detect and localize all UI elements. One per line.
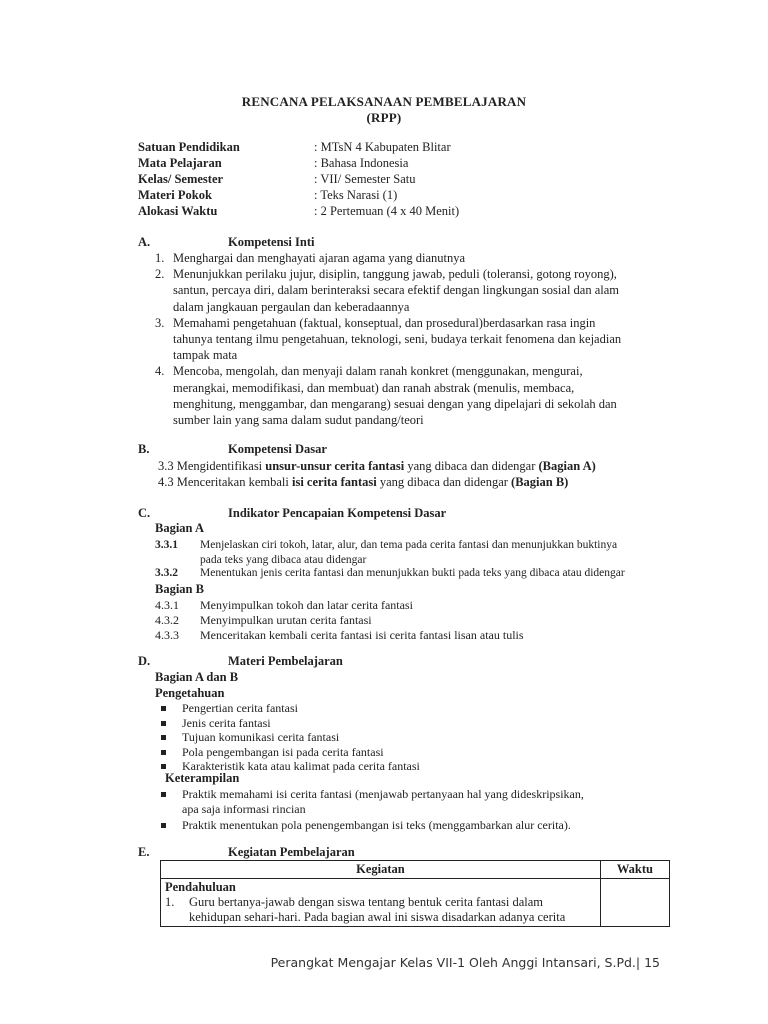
- list-item: [155, 266, 675, 315]
- bullet-icon: [161, 735, 166, 740]
- section-e-title: Kegiatan Pembelajaran: [228, 845, 355, 859]
- column-header: Waktu: [600, 861, 669, 879]
- kd-text: 3.3 Mengidentifikasi: [158, 459, 266, 473]
- item-text: tampak mata: [173, 348, 238, 363]
- kegiatan-table: [160, 860, 670, 927]
- bullet-icon: [161, 706, 166, 711]
- part-a-heading: Bagian A: [155, 521, 204, 535]
- indicator-text: [200, 538, 675, 568]
- indicator-number: 4.3.3: [155, 628, 179, 642]
- item-text: apa saja informasi rincian: [182, 801, 306, 816]
- identity-key: Kelas/ Semester: [138, 172, 224, 186]
- document-subtitle: (RPP): [366, 110, 402, 125]
- identity-value: : 2 Pertemuan (4 x 40 Menit): [314, 204, 460, 218]
- item-text: Pola pengembangan isi pada cerita fantasi: [182, 744, 384, 759]
- kd-part: (Bagian B): [511, 475, 569, 489]
- indicator-row: [155, 598, 675, 613]
- section-d-title: Materi Pembelajaran: [228, 654, 343, 668]
- kd-row: [158, 474, 678, 490]
- phase-label: Pendahuluan: [165, 880, 236, 894]
- identity-row: [138, 172, 698, 188]
- keterampilan-list: [160, 787, 660, 833]
- pengetahuan-list: [160, 701, 660, 774]
- identity-value: : Teks Narasi (1): [314, 188, 398, 202]
- item-text: sumber lain yang sama dalam sudut pandang/teori: [173, 413, 424, 428]
- item-text: Praktik memahami isi cerita fantasi (menjawab pertanyaan hal yang dideskripsikan,: [182, 787, 584, 801]
- item-text: Menunjukkan perilaku jujur, disiplin, tanggung jawab, peduli (toleransi, gotong royong),: [173, 267, 617, 282]
- identity-value: : Bahasa Indonesia: [314, 156, 409, 170]
- item-number: 1.: [165, 895, 175, 909]
- list-item: [160, 745, 660, 760]
- item-number: 4.: [155, 364, 165, 379]
- section-d-letter: D.: [138, 654, 151, 668]
- identity-key: Mata Pelajaran: [138, 156, 222, 170]
- indicator-row: [155, 628, 675, 643]
- list-item: [155, 315, 675, 364]
- indicator-text: Menceritakan kembali cerita fantasi isi cerita fantasi lisan atau tulis: [200, 628, 524, 642]
- indicator-number: 3.3.1: [155, 539, 178, 551]
- section-e-letter: E.: [138, 845, 150, 859]
- item-text: tahunya tentang ilmu pengetahuan, teknologi, seni, budaya terkait fenomena dan kejadian: [173, 332, 622, 347]
- list-item: [160, 787, 660, 816]
- list-item: [160, 716, 660, 731]
- item-text: dalam jangkauan pergaulan dan keberadaannya: [173, 299, 410, 314]
- indicator-text: Menyimpulkan tokoh dan latar cerita fantasi: [200, 598, 413, 612]
- item-text: merangkai, memodifikasi, dan membuat) dan ranah abstrak (menulis, membaca,: [173, 380, 575, 395]
- kd-part: (Bagian A): [538, 459, 596, 473]
- indicator-row: [155, 538, 675, 568]
- list-item: [160, 818, 660, 833]
- item-text: Jenis cerita fantasi: [182, 715, 271, 730]
- kd-text: 4.3 Menceritakan kembali: [158, 475, 292, 489]
- activity-item: [165, 895, 596, 925]
- kd-emphasis: isi cerita fantasi: [291, 475, 377, 489]
- identity-value: : VII/ Semester Satu: [314, 172, 416, 186]
- item-text: Praktik menentukan pola penengembangan isi teks (menggambarkan alur cerita).: [182, 818, 571, 833]
- item-text: menghitung, menggambar, dan mengarang) sesuai dengan yang dipelajari di sekolah dan: [173, 396, 617, 411]
- identity-row: [138, 140, 698, 156]
- section-b-letter: B.: [138, 442, 150, 456]
- section-c-letter: C.: [138, 506, 151, 520]
- kd-row: [158, 458, 678, 474]
- indicator-text: Menentukan jenis cerita fantasi dan menunjukkan bukti pada teks yang dibaca atau didengar: [200, 567, 625, 579]
- item-text: kehidupan sehari-hari. Pada bagian awal ini siswa disadarkan adanya cerita: [189, 910, 566, 924]
- indicator-row: [155, 566, 675, 581]
- item-text: Tujuan komunikasi cerita fantasi: [182, 730, 340, 745]
- list-item: [160, 730, 660, 745]
- bullet-icon: [161, 721, 166, 726]
- kompetensi-inti-list: [155, 250, 675, 428]
- item-number: 3.: [155, 315, 165, 330]
- bullet-icon: [161, 823, 166, 828]
- identity-key: Satuan Pendidikan: [138, 140, 240, 154]
- section-b-title: Kompetensi Dasar: [228, 442, 327, 456]
- table-row: [161, 879, 670, 927]
- pengetahuan-heading: Pengetahuan: [155, 686, 225, 700]
- identity-key: Materi Pokok: [138, 188, 212, 202]
- item-text: Karakteristik kata atau kalimat pada cerita fantasi: [182, 759, 420, 774]
- document-title: RENCANA PELAKSANAAN PEMBELAJARAN: [241, 94, 527, 109]
- item-text: Mencoba, mengolah, dan menyaji dalam ranah konkret (menggunakan, mengurai,: [173, 364, 583, 379]
- item-text: santun, percaya diri, dalam berinteraksi secara efektif dengan lingkungan sosial dan alam: [173, 283, 620, 298]
- list-item: [155, 250, 675, 266]
- identity-row: [138, 188, 698, 204]
- part-b-heading: Bagian B: [155, 582, 204, 596]
- list-item: [155, 363, 675, 428]
- section-c-title: Indikator Pencapaian Kompetensi Dasar: [228, 506, 447, 520]
- identity-row: [138, 156, 698, 172]
- indicator-number: 4.3.2: [155, 613, 179, 627]
- materi-subheading: Bagian A dan B: [155, 670, 239, 684]
- indicator-number: 3.3.2: [155, 567, 178, 579]
- indicator-line: pada teks yang dibaca atau didengar: [200, 554, 367, 566]
- indicator-line: Menjelaskan ciri tokoh, latar, alur, dan tema pada cerita fantasi dan menunjukkan buktinya: [200, 539, 618, 551]
- table-header-row: [161, 861, 670, 879]
- identity-row: [138, 204, 698, 220]
- bullet-icon: [161, 764, 166, 769]
- item-text: Guru bertanya-jawab dengan siswa tentang bentuk cerita fantasi dalam: [189, 895, 544, 909]
- identity-key: Alokasi Waktu: [138, 204, 218, 218]
- indicator-row: [155, 613, 675, 628]
- item-text: Memahami pengetahuan (faktual, konseptual, dan prosedural)berdasarkan rasa ingin: [173, 315, 596, 330]
- section-a-title: Kompetensi Inti: [228, 235, 315, 249]
- kd-text: yang dibaca dan didengar: [376, 475, 512, 489]
- item-number: 2.: [155, 267, 165, 282]
- kd-text: yang dibaca dan didengar: [404, 459, 539, 473]
- list-item: [160, 701, 660, 716]
- item-text: Pengertian cerita fantasi: [182, 701, 298, 715]
- table-cell: [600, 879, 669, 927]
- item-number: 1.: [155, 251, 165, 265]
- item-text: Menghargai dan menghayati ajaran agama yang dianutnya: [173, 251, 466, 265]
- table-cell: [161, 879, 601, 927]
- section-a-letter: A.: [138, 235, 151, 249]
- indicator-number: 4.3.1: [155, 598, 179, 612]
- kd-emphasis: unsur-unsur cerita fantasi: [265, 459, 405, 473]
- indicator-text: Menyimpulkan urutan cerita fantasi: [200, 613, 372, 627]
- column-header: Kegiatan: [161, 861, 601, 879]
- bullet-icon: [161, 750, 166, 755]
- bullet-icon: [161, 792, 166, 797]
- keterampilan-heading: Keterampilan: [165, 771, 240, 785]
- page-footer: Perangkat Mengajar Kelas VII-1 Oleh Anggi Intansari, S.Pd.| 15: [270, 955, 660, 970]
- identity-value: : MTsN 4 Kabupaten Blitar: [314, 140, 451, 154]
